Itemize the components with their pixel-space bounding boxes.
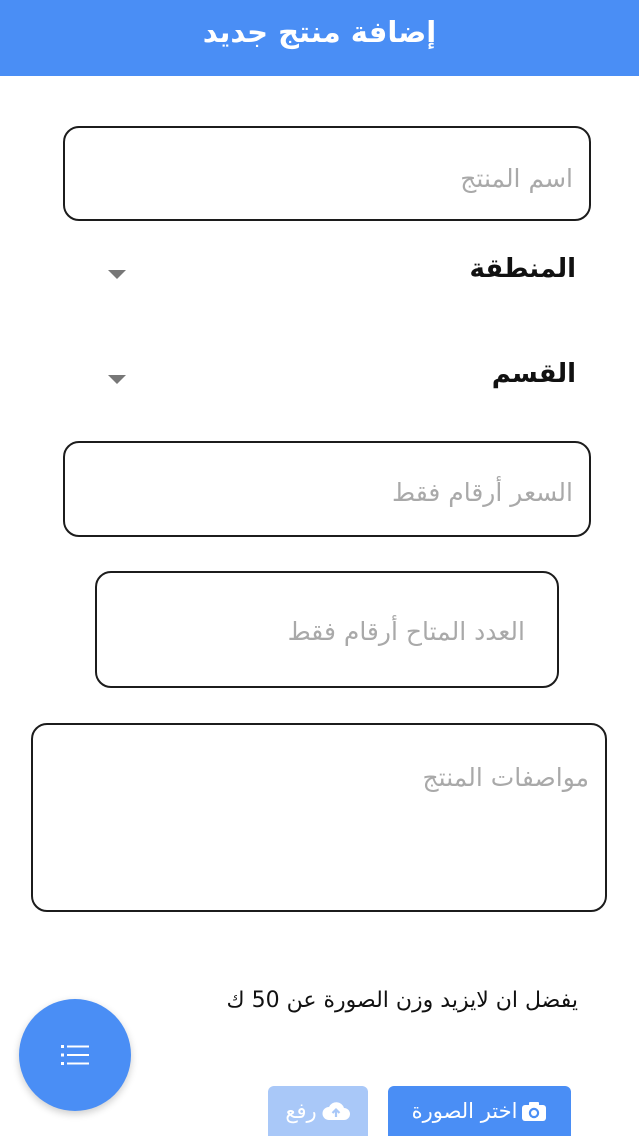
description-placeholder: مواصفات المنتج	[422, 763, 589, 792]
region-label: المنطقة	[469, 254, 576, 284]
price-placeholder: السعر أرقام فقط	[391, 478, 573, 507]
region-dropdown[interactable]	[100, 254, 580, 294]
product-name-placeholder: اسم المنتج	[460, 164, 573, 193]
dropdown-arrow-icon[interactable]	[108, 270, 126, 279]
section-dropdown[interactable]	[100, 359, 580, 399]
image-size-note: يفضل ان لايزيد وزن الصورة عن 50 ك	[226, 988, 578, 1013]
camera-icon	[521, 1100, 547, 1122]
dropdown-arrow-icon[interactable]	[108, 375, 126, 384]
quantity-input[interactable]	[95, 571, 559, 688]
product-name-input[interactable]	[63, 126, 591, 221]
description-textarea[interactable]	[31, 723, 607, 912]
quantity-placeholder: العدد المتاح أرقام فقط	[287, 617, 525, 646]
menu-fab-button[interactable]	[19, 999, 131, 1111]
section-label: القسم	[491, 359, 576, 389]
price-input[interactable]	[63, 441, 591, 537]
cloud-upload-icon	[321, 1100, 351, 1122]
choose-image-button[interactable]	[388, 1086, 571, 1136]
list-icon	[61, 1043, 89, 1067]
page-title: إضافة منتج جديد	[202, 15, 437, 49]
app-bar	[0, 0, 639, 76]
upload-button[interactable]	[268, 1086, 368, 1136]
upload-label: رفع	[285, 1099, 317, 1123]
choose-image-label: اختر الصورة	[411, 1099, 518, 1123]
